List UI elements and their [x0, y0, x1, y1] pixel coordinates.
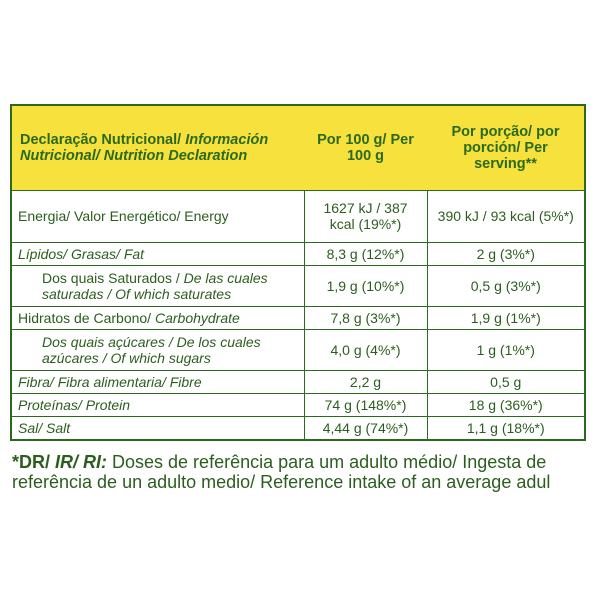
header-nutrition-declaration	[12, 106, 304, 190]
nutrition-table-panel	[10, 104, 586, 441]
table-row-energy	[12, 190, 584, 242]
row-label: Fibra/ Fibra alimentaria/ Fibre	[12, 370, 304, 393]
row-label: Dos quais Saturados / De las cuales saturadas / Of which saturates	[12, 265, 304, 306]
value-per-serving: 0,5 g (3%*)	[427, 265, 584, 306]
value-per-100g: 74 g (148%*)	[304, 393, 427, 416]
reference-intake-footnote	[12, 452, 588, 492]
value-per-100g: 8,3 g (12%*)	[304, 242, 427, 265]
table-row-fat	[12, 242, 584, 265]
value-per-serving: 390 kJ / 93 kcal (5%*)	[427, 190, 584, 242]
value-per-serving: 1,1 g (18%*)	[427, 416, 584, 439]
value-per-100g: 4,44 g (74%*)	[304, 416, 427, 439]
table-row-sugars	[12, 329, 584, 370]
value-per-serving: 2 g (3%*)	[427, 242, 584, 265]
row-label: Sal/ Salt	[12, 416, 304, 439]
value-per-100g: 4,0 g (4%*)	[304, 329, 427, 370]
footnote-text: Doses de referência para um adulto médio/ Ingesta de referência de un adulto medio/ Reference intake of an average adul	[12, 452, 551, 492]
header-label-en: Nutrition Declaration	[103, 147, 248, 164]
row-label: Energia/ Valor Energético/ Energy	[12, 190, 304, 242]
value-per-100g: 7,8 g (3%*)	[304, 306, 427, 329]
value-per-serving: 1 g (1%*)	[427, 329, 584, 370]
nutrition-table	[12, 106, 584, 439]
table-row-carbohydrate	[12, 306, 584, 329]
table-row-saturates	[12, 265, 584, 306]
table-row-salt	[12, 416, 584, 439]
row-label: Dos quais açúcares / De los cuales azúcares / Of which sugars	[12, 329, 304, 370]
value-per-100g: 1627 kJ / 387 kcal (19%*)	[304, 190, 427, 242]
value-per-100g: 1,9 g (10%*)	[304, 265, 427, 306]
table-row-fibre	[12, 370, 584, 393]
value-per-100g: 2,2 g	[304, 370, 427, 393]
value-per-serving: 1,9 g (1%*)	[427, 306, 584, 329]
row-label: Proteínas/ Protein	[12, 393, 304, 416]
header-label-pt: Declaração Nutricional/	[20, 131, 182, 148]
table-row-protein	[12, 393, 584, 416]
header-label-es-2: Nutricional/	[20, 147, 100, 164]
header-label-es: Información	[185, 131, 269, 148]
footnote-key: *DR/ IR/ RI:	[12, 452, 108, 472]
value-per-serving: 18 g (36%*)	[427, 393, 584, 416]
header-per-serving: Por porção/ por porción/ Per serving**	[427, 106, 584, 190]
header-per-100g: Por 100 g/ Per 100 g	[304, 106, 427, 190]
value-per-serving: 0,5 g	[427, 370, 584, 393]
table-header-row	[12, 106, 584, 190]
row-label: Lípidos/ Grasas/ Fat	[12, 242, 304, 265]
row-label: Hidratos de Carbono/ Carbohydrate	[12, 306, 304, 329]
